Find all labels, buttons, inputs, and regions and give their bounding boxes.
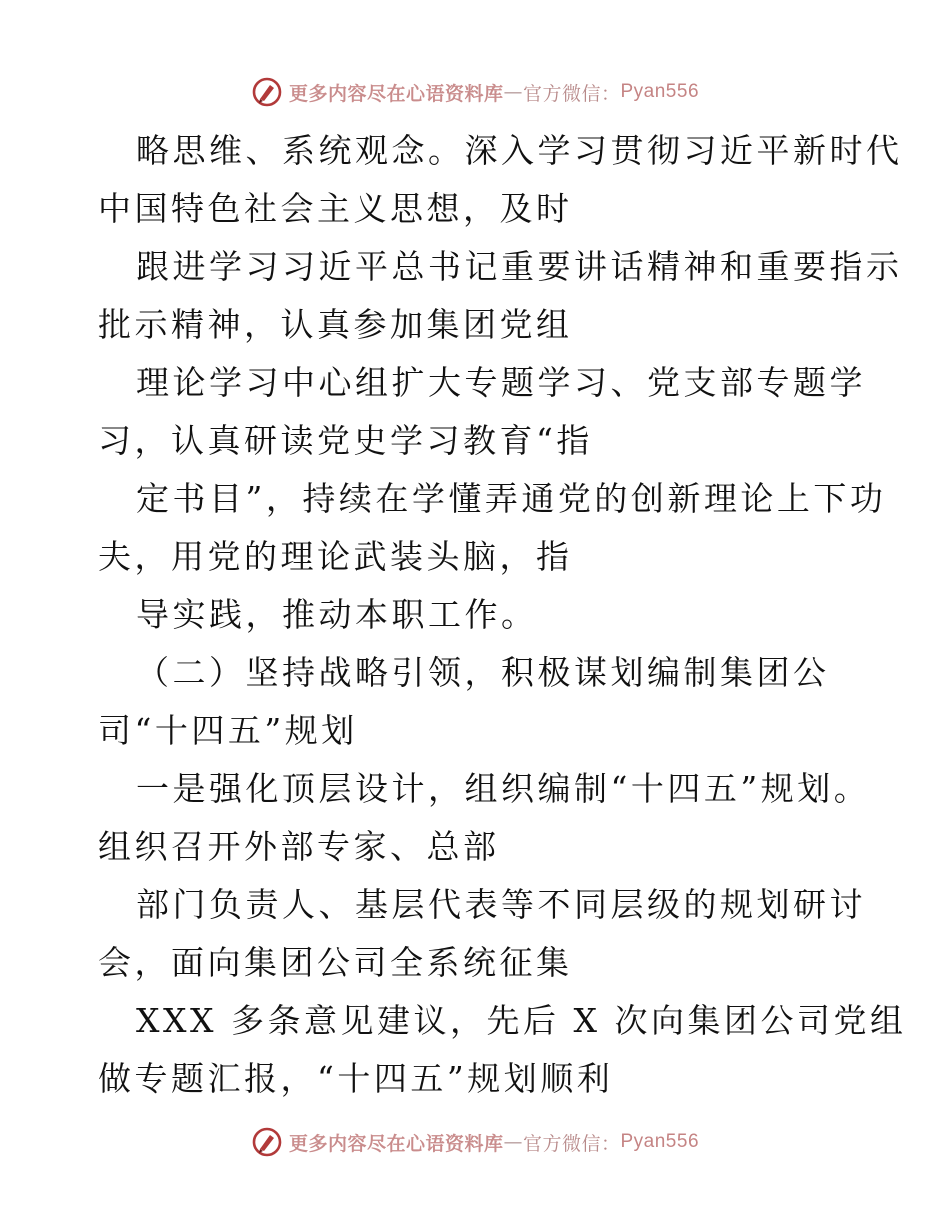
- text-line: 一是强化顶层设计，组织编制“十四五”规划。: [136, 769, 871, 808]
- text-line: 部门负责人、基层代表等不同层级的规划研讨: [136, 885, 866, 924]
- section-heading-continued: 司“十四五”规划: [98, 711, 358, 750]
- watermark-footer: [0, 1126, 950, 1158]
- watermark-wechat-id: Pyan556: [620, 1131, 700, 1152]
- text-line: 跟进学习习近平总书记重要讲话精神和重要指示: [136, 247, 903, 286]
- text-line: 批示精神，认真参加集团党组: [98, 305, 573, 344]
- text-line: 组织召开外部专家、总部: [98, 827, 500, 866]
- text-line: 定书目”，持续在学懂弄通党的创新理论上下功: [136, 479, 887, 518]
- text-line: 夫，用党的理论武装头脑，指: [98, 537, 573, 576]
- text-line: 导实践，推动本职工作。: [136, 595, 538, 634]
- watermark-wechat-id: Pyan556: [620, 81, 700, 102]
- text-line: XXX 多条意见建议，先后 X 次向集团公司党组: [136, 1001, 907, 1040]
- text-line: 中国特色社会主义思想，及时: [98, 189, 573, 228]
- watermark-separator: —: [503, 81, 523, 103]
- watermark-separator: —: [503, 1131, 523, 1153]
- text-line: 理论学习中心组扩大专题学习、党支部专题学: [136, 363, 866, 402]
- text-line: 做专题汇报，“十四五”规划顺利: [98, 1059, 614, 1098]
- pen-logo-icon: [251, 1126, 283, 1158]
- watermark-wechat-label: 官方微信：: [522, 82, 621, 105]
- watermark-main-text: 更多内容尽在心语资料库: [288, 82, 504, 105]
- text-line: 会，面向集团公司全系统征集: [98, 943, 573, 982]
- section-heading: （二）坚持战略引领，积极谋划编制集团公: [136, 653, 830, 692]
- watermark-main-text: 更多内容尽在心语资料库: [288, 1132, 504, 1155]
- watermark-wechat-label: 官方微信：: [522, 1132, 621, 1155]
- document-body: [98, 122, 907, 1108]
- watermark-header: [0, 76, 950, 108]
- pen-logo-icon: [251, 76, 283, 108]
- text-line: 略思维、系统观念。深入学习贯彻习近平新时代: [136, 131, 903, 170]
- text-line: 习，认真研读党史学习教育“指: [98, 421, 593, 460]
